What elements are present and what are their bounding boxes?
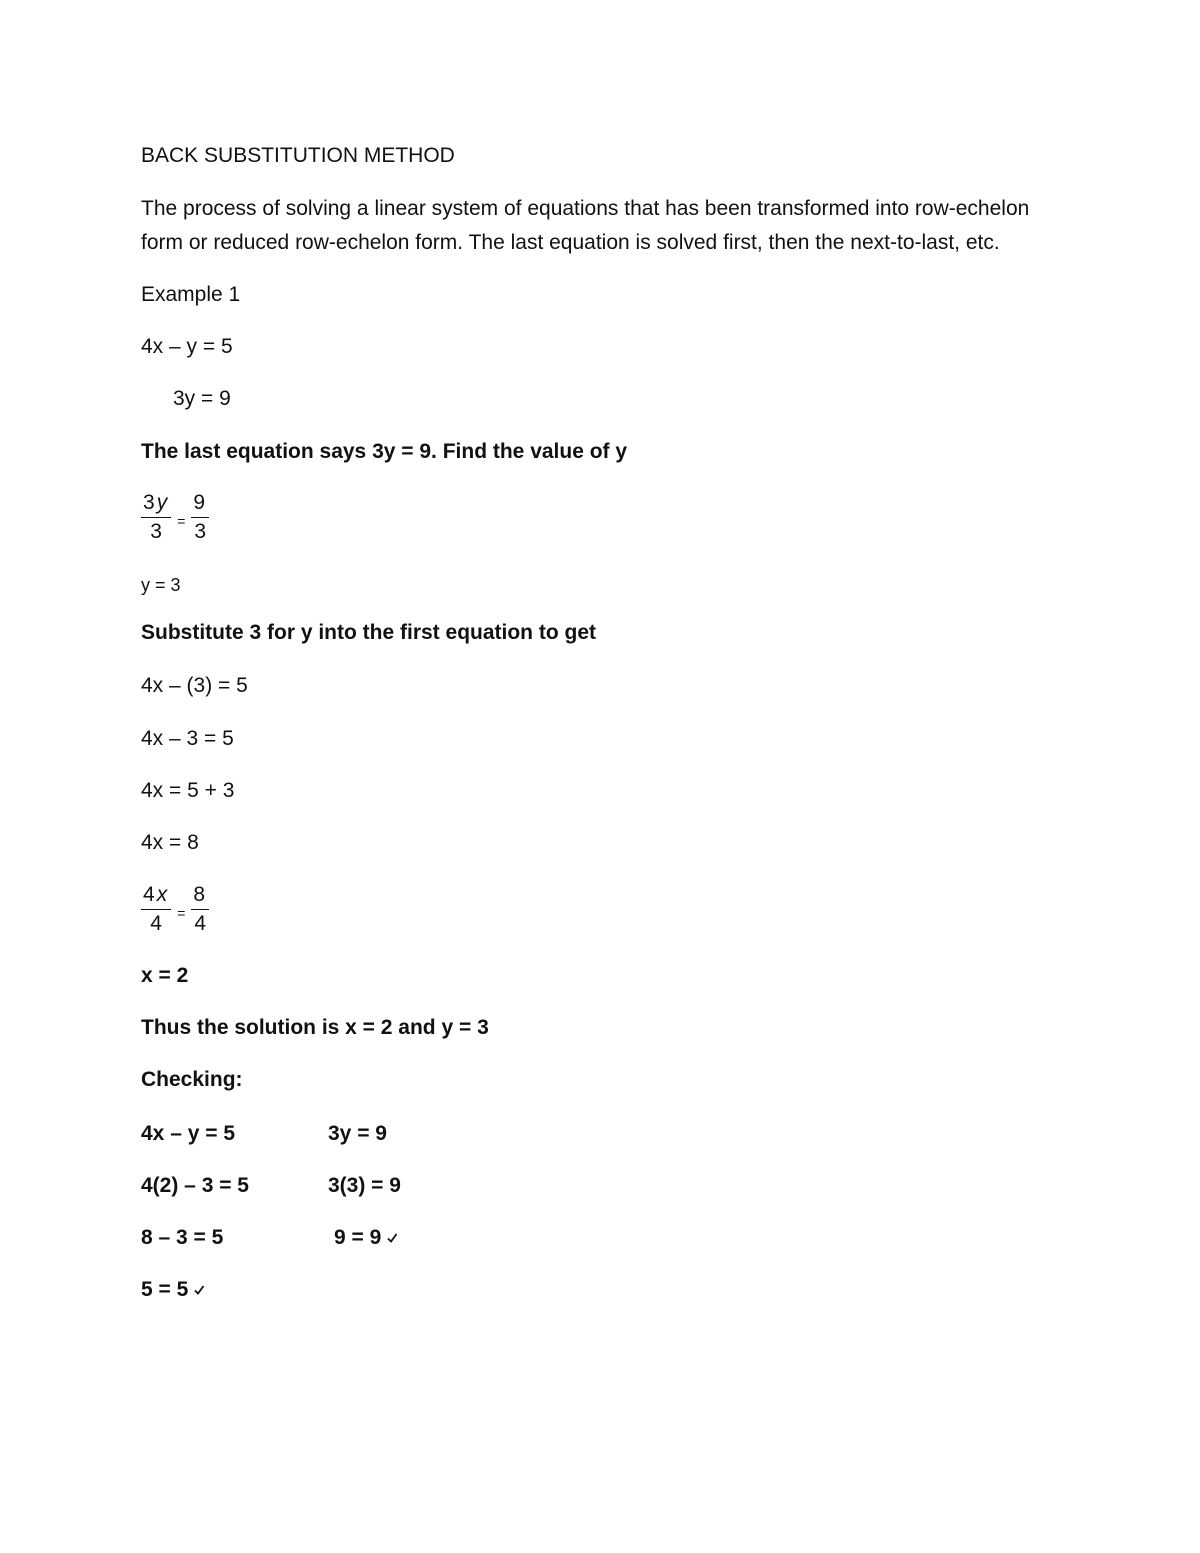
check-left-text: 5 = 5 <box>141 1278 189 1301</box>
check-right-row-final <box>334 1226 397 1250</box>
fraction-equals: = <box>177 513 186 529</box>
fraction-lhs-den: 3 <box>150 519 162 543</box>
fraction-lhs-var: x <box>156 882 170 906</box>
check-right-row: 3y = 9 <box>328 1122 387 1145</box>
substitution-step: 4x = 8 <box>141 831 199 854</box>
fraction-equals: = <box>177 905 186 921</box>
solution-statement: Thus the solution is x = 2 and y = 3 <box>141 1016 489 1039</box>
fraction-rhs-den: 3 <box>194 519 207 543</box>
fraction-rhs <box>191 491 209 544</box>
substitution-step: 4x = 5 + 3 <box>141 779 235 802</box>
fraction-equation-y <box>141 489 209 545</box>
checkmark-icon <box>194 1285 204 1295</box>
fraction-rhs-den: 4 <box>194 911 207 935</box>
checking-label: Checking: <box>141 1068 243 1091</box>
fraction-lhs-coef: 4 <box>143 882 157 906</box>
check-left-row: 4(2) – 3 = 5 <box>141 1174 249 1197</box>
check-left-row: 8 – 3 = 5 <box>141 1226 224 1249</box>
check-left-row: 4x – y = 5 <box>141 1122 235 1145</box>
system-equation-2: 3y = 9 <box>173 387 231 410</box>
example-label: Example 1 <box>141 283 241 306</box>
fraction-equation-x <box>141 881 209 937</box>
fraction-rhs-num: 8 <box>191 883 209 910</box>
fraction-rhs <box>191 883 209 936</box>
y-result: y = 3 <box>141 575 181 595</box>
check-right-text: 9 = 9 <box>334 1226 382 1249</box>
fraction-rhs-num: 9 <box>191 491 209 518</box>
step2-heading: Substitute 3 for y into the first equation to get <box>141 621 596 644</box>
definition-line-1: The process of solving a linear system of equations that has been transformed into row-echelon <box>141 197 1030 220</box>
check-left-row-final <box>141 1278 204 1302</box>
fraction-lhs-coef: 3 <box>143 490 157 514</box>
step1-heading: The last equation says 3y = 9. Find the value of y <box>141 440 628 463</box>
substitution-step: 4x – (3) = 5 <box>141 674 248 697</box>
fraction-lhs <box>141 883 171 936</box>
check-right-row: 3(3) = 9 <box>328 1174 401 1197</box>
system-equation-1: 4x – y = 5 <box>141 335 233 358</box>
checkmark-icon <box>387 1233 397 1243</box>
document-title: BACK SUBSTITUTION METHOD <box>141 144 455 167</box>
substitution-step: 4x – 3 = 5 <box>141 727 234 750</box>
fraction-lhs <box>141 491 171 544</box>
fraction-lhs-var: y <box>156 490 170 514</box>
x-result: x = 2 <box>141 964 189 987</box>
definition-line-2: form or reduced row-echelon form. The last equation is solved first, then the next-to-last, etc. <box>141 231 1000 254</box>
fraction-lhs-den: 4 <box>150 911 162 935</box>
